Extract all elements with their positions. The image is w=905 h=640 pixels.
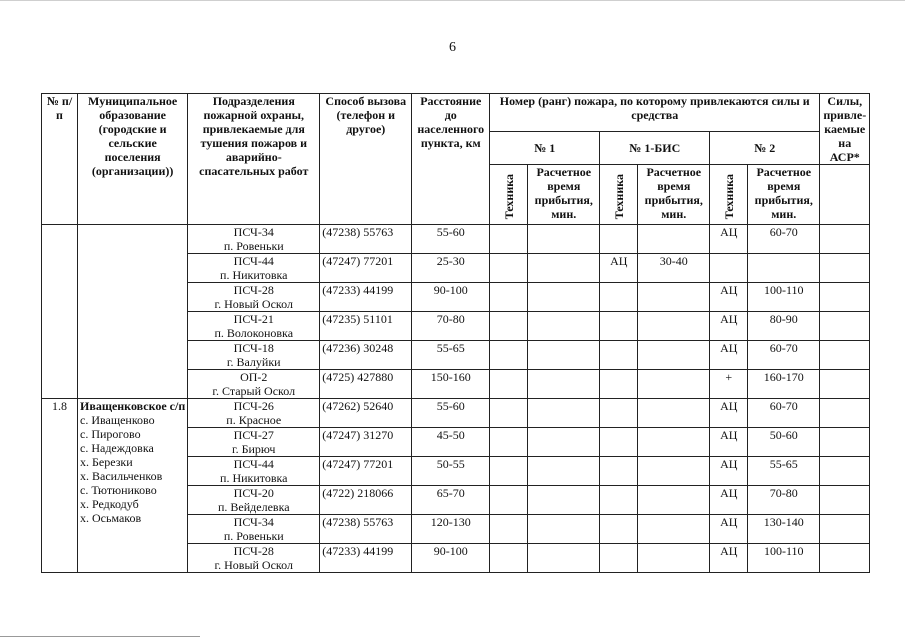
table-header [42,94,870,225]
tech-rank2-cell: АЦ [710,283,748,312]
unit-name: ПСЧ-20 [233,486,274,500]
fire-resources-table [41,93,870,573]
header-arrival-1: Расчетное время прибытия, мин. [528,165,600,225]
tech-rank1-cell [490,283,528,312]
tech-rank1-cell [490,486,528,515]
tech-rank1bis-cell [600,225,638,254]
arrival-rank2-cell: 60-70 [748,399,820,428]
arrival-rank1bis-cell [638,312,710,341]
asr-cell [820,254,870,283]
header-rank2: № 2 [710,131,820,164]
tech-rank1bis-cell [600,312,638,341]
distance-cell: 55-60 [412,399,490,428]
unit-cell [188,544,320,573]
phone-cell: (47233) 44199 [320,283,412,312]
unit-place: г. Бирюч [232,442,276,456]
tech-rank1bis-cell [600,370,638,399]
arrival-rank1-cell [528,254,600,283]
tech-rank2-cell [710,254,748,283]
arrival-rank1-cell [528,399,600,428]
unit-place: г. Новый Оскол [214,558,293,572]
unit-place: г. Старый Оскол [212,384,296,398]
unit-place: п. Ровеньки [223,239,284,253]
settlement-item: с. Надеждовка [80,441,154,455]
arrival-rank1-cell [528,486,600,515]
arrival-rank2-cell: 70-80 [748,486,820,515]
arrival-rank1bis-cell [638,428,710,457]
unit-name: ПСЧ-27 [233,428,274,442]
arrival-rank1bis-cell [638,486,710,515]
unit-name: ПСЧ-21 [233,312,274,326]
header-arrival-2: Расчетное время прибытия, мин. [748,165,820,225]
distance-cell: 55-65 [412,341,490,370]
arrival-rank2-cell: 100-110 [748,283,820,312]
tech-rank2-cell: АЦ [710,312,748,341]
unit-cell [188,515,320,544]
tech-rank1-cell [490,457,528,486]
asr-cell [820,283,870,312]
arrival-rank2-cell: 60-70 [748,341,820,370]
header-tech-1bis: Техника [611,173,626,219]
arrival-rank1bis-cell [638,544,710,573]
asr-cell [820,399,870,428]
phone-cell: (4722) 218066 [320,486,412,515]
unit-place: г. Новый Оскол [214,297,293,311]
phone-cell: (47247) 31270 [320,428,412,457]
unit-name: ПСЧ-44 [233,254,274,268]
arrival-rank1-cell [528,370,600,399]
municipality-title: Иващенковское с/п [80,399,186,413]
page-number: 6 [449,40,456,55]
tech-rank1bis-cell [600,341,638,370]
tech-rank2-cell: АЦ [710,486,748,515]
arrival-rank1bis-cell [638,283,710,312]
unit-name: ПСЧ-28 [233,283,274,297]
tech-rank2-cell: АЦ [710,399,748,428]
asr-cell [820,312,870,341]
unit-place: п. Вейделевка [217,500,290,514]
table-row [42,225,870,254]
distance-cell: 25-30 [412,254,490,283]
arrival-rank2-cell: 50-60 [748,428,820,457]
phone-cell: (47238) 55763 [320,515,412,544]
tech-rank1bis-cell [600,486,638,515]
asr-cell [820,515,870,544]
asr-cell [820,341,870,370]
header-num: № п/п [42,94,78,225]
asr-cell [820,225,870,254]
arrival-rank2-cell: 160-170 [748,370,820,399]
settlement-item: х. Редкодуб [80,497,139,511]
arrival-rank2-cell: 80-90 [748,312,820,341]
distance-cell: 45-50 [412,428,490,457]
header-units: Подразделения пожарной охраны, привлекаемые для тушения пожаров и аварийно-спасательных работ [188,94,320,225]
distance-cell: 120-130 [412,515,490,544]
tech-rank1bis-cell [600,428,638,457]
top-rule [0,0,905,1]
settlement-item: с. Иващенково [80,413,155,427]
settlement-item: х. Васильченков [80,469,163,483]
distance-cell: 50-55 [412,457,490,486]
unit-place: п. Волоконовка [214,326,294,340]
tech-rank1-cell [490,544,528,573]
tech-rank2-cell: АЦ [710,515,748,544]
phone-cell: (47235) 51101 [320,312,412,341]
arrival-rank1bis-cell [638,341,710,370]
arrival-rank2-cell: 100-110 [748,544,820,573]
header-arrival-1bis: Расчетное время прибытия, мин. [638,165,710,225]
arrival-rank1-cell [528,341,600,370]
arrival-rank2-cell [748,254,820,283]
tech-rank2-cell: АЦ [710,544,748,573]
tech-rank1-cell [490,399,528,428]
arrival-rank1bis-cell [638,399,710,428]
unit-cell [188,283,320,312]
municipality-cell-empty [78,225,188,399]
unit-place: п. Красное [226,413,282,427]
unit-name: ПСЧ-28 [233,544,274,558]
unit-place: г. Валуйки [226,355,281,369]
arrival-rank1-cell [528,225,600,254]
arrival-rank1-cell [528,312,600,341]
tech-rank1bis-cell [600,544,638,573]
unit-name: ПСЧ-44 [233,457,274,471]
unit-name: ПСЧ-18 [233,341,274,355]
arrival-rank1bis-cell [638,515,710,544]
tech-rank1bis-cell [600,515,638,544]
arrival-rank1-cell [528,457,600,486]
settlement-item: с. Пирогово [80,427,141,441]
tech-rank1-cell [490,341,528,370]
unit-cell [188,486,320,515]
arrival-rank1bis-cell: 30-40 [638,254,710,283]
header-rank-group: Номер (ранг) пожара, по которому привлекаются силы и средства [490,94,820,132]
asr-cell [820,370,870,399]
tech-rank2-cell: АЦ [710,225,748,254]
distance-cell: 150-160 [412,370,490,399]
header-asr-empty [820,165,870,225]
table-row [42,399,870,428]
arrival-rank2-cell: 130-140 [748,515,820,544]
distance-cell: 90-100 [412,283,490,312]
tech-rank2-cell: + [710,370,748,399]
unit-place: п. Никитовка [220,471,288,485]
unit-name: ОП-2 [240,370,268,384]
arrival-rank1-cell [528,428,600,457]
phone-cell: (47236) 30248 [320,341,412,370]
settlement-item: х. Березки [80,455,133,469]
unit-cell [188,457,320,486]
unit-name: ПСЧ-26 [233,399,274,413]
header-tech-2: Техника [721,173,736,219]
section-number: 1.8 [42,399,78,573]
tech-rank1bis-cell [600,399,638,428]
arrival-rank1-cell [528,515,600,544]
unit-cell [188,225,320,254]
tech-rank1-cell [490,515,528,544]
phone-cell: (47233) 44199 [320,544,412,573]
settlement-item: х. Осьмаков [80,511,142,525]
header-rank1: № 1 [490,131,600,164]
unit-cell [188,370,320,399]
unit-cell [188,399,320,428]
tech-rank1-cell [490,370,528,399]
distance-cell: 90-100 [412,544,490,573]
header-distance: Расстояние до населенного пункта, км [412,94,490,225]
arrival-rank1bis-cell [638,225,710,254]
header-rank1bis: № 1-БИС [600,131,710,164]
unit-name: ПСЧ-34 [233,515,274,529]
tech-rank1-cell [490,312,528,341]
tech-rank1bis-cell [600,457,638,486]
unit-place: п. Никитовка [220,268,288,282]
municipality-cell [78,399,188,573]
phone-cell: (47238) 55763 [320,225,412,254]
num-cell-empty [42,225,78,399]
tech-rank2-cell: АЦ [710,428,748,457]
unit-name: ПСЧ-34 [233,225,274,239]
arrival-rank2-cell: 60-70 [748,225,820,254]
distance-cell: 70-80 [412,312,490,341]
unit-cell [188,312,320,341]
tech-rank2-cell: АЦ [710,341,748,370]
asr-cell [820,486,870,515]
table-body [42,225,870,573]
header-tech-1: Техника [501,173,516,219]
bottom-rule [0,636,200,637]
phone-cell: (4725) 427880 [320,370,412,399]
arrival-rank1-cell [528,544,600,573]
header-call-method: Способ вызова (телефон и другое) [320,94,412,225]
asr-cell [820,544,870,573]
asr-cell [820,457,870,486]
distance-cell: 55-60 [412,225,490,254]
arrival-rank1bis-cell [638,457,710,486]
unit-cell [188,341,320,370]
tech-rank2-cell: АЦ [710,457,748,486]
header-asr: Силы, привле-каемые на АСР* [820,94,870,165]
tech-rank1-cell [490,225,528,254]
unit-cell [188,254,320,283]
tech-rank1bis-cell: АЦ [600,254,638,283]
arrival-rank2-cell: 55-65 [748,457,820,486]
unit-place: п. Ровеньки [223,529,284,543]
phone-cell: (47247) 77201 [320,254,412,283]
arrival-rank1-cell [528,283,600,312]
tech-rank1-cell [490,428,528,457]
settlement-item: с. Тютюниково [80,483,157,497]
unit-cell [188,428,320,457]
phone-cell: (47247) 77201 [320,457,412,486]
phone-cell: (47262) 52640 [320,399,412,428]
distance-cell: 65-70 [412,486,490,515]
header-municipality: Муниципальное образование (городские и сельские поселения (организации)) [78,94,188,225]
tech-rank1bis-cell [600,283,638,312]
arrival-rank1bis-cell [638,370,710,399]
tech-rank1-cell [490,254,528,283]
asr-cell [820,428,870,457]
